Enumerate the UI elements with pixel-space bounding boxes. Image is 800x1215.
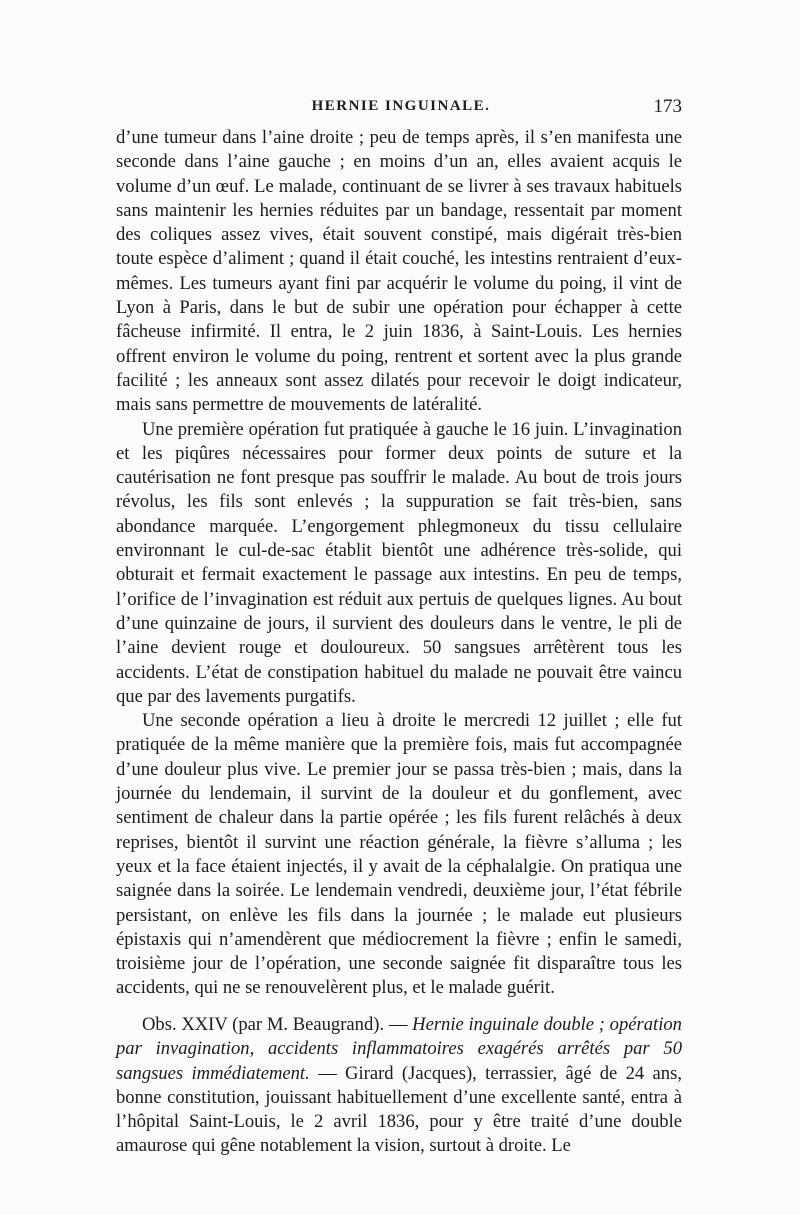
- page-number: 173: [653, 96, 682, 117]
- paragraph-second-operation: Une seconde opération a lieu à droite le mercredi 12 juillet ; elle fut pratiquée de la même manière que la première fois, mais fut accompagnée d’une douleur plus vive. Le premier jour se passa très-bien ; mais, dans la journée du lendemain, il survint de la douleur et du gonflement, avec sentiment de chaleur dans la partie opérée ; les fils furent relâchés à deux reprises, bientôt il survint une réaction générale, la fièvre s’alluma ; les yeux et la face étaient injectés, il y avait de la céphalalgie. On pratiqua une saignée dans la soirée. Le lendemain vendredi, deuxième jour, l’état fébrile persistant, on enlève les fils dans la journée ; le malade eut plusieurs épistaxis qui n’amendèrent que médiocrement la fièvre ; enfin le samedi, troisième jour de l’opération, une seconde saignée fit disparaître tous les accidents, qui ne se renouvelèrent plus, et le malade guérit.: [116, 710, 682, 999]
- page-header: [116, 96, 686, 120]
- observation-title: Hernie inguinale double ; opération par invagination, accidents inflammatoires exagérés arrêtés par 50 sangsues immédiatement.: [116, 1014, 682, 1084]
- observation-block: [116, 1013, 682, 1159]
- observation-label: Obs. XXIV (par M. Beaugrand). —: [142, 1014, 413, 1035]
- observation-paragraph: [116, 1013, 682, 1159]
- body-text: [116, 126, 682, 1001]
- running-head: HERNIE INGUINALE.: [311, 98, 491, 114]
- observation-text: — Girard (Jacques), terrassier, âgé de 24 ans, bonne constitution, jouissant habituellement d’une excellente santé, entra à l’hôpital Saint-Louis, le 2 avril 1836, pour y être traité d’une double amaurose qui gêne notablement la vision, surtout à droite. Le: [116, 1062, 682, 1157]
- paragraph-first-operation: Une première opération fut pratiquée à gauche le 16 juin. L’invagination et les piqûres nécessaires pour former deux points de suture et la cautérisation ne font presque pas souffrir le malade. Au bout de trois jours révolus, les fils sont enlevés ; la suppuration se fait très-bien, sans abondance marquée. L’engorgement phlegmoneux du tissu cellulaire environnant le cul-de-sac établit bientôt une adhérence très-solide, qui obturait et fermait exactement le passage aux intestins. En peu de temps, l’orifice de l’invagination est réduit aux pertuis de quelques lignes. Au bout d’une quinzaine de jours, il survient des douleurs dans le ventre, le pli de l’aine devient rouge et douloureux. 50 sangsues arrêtèrent tous les accidents. L’état de constipation habituel du malade ne pouvait être vaincu que par des lavements purgatifs.: [116, 418, 682, 707]
- paragraph-continuation: d’une tumeur dans l’aine droite ; peu de temps après, il s’en manifesta une seconde dans l’aine gauche ; en moins d’un an, elles avaient acquis le volume d’un œuf. Le malade, continuant de se livrer à ses travaux habituels sans maintenir les hernies réduites par un bandage, ressentait par moment des coliques assez vives, était souvent constipé, mais digérait très-bien toute espèce d’aliment ; quand il était couché, les intestins rentraient d’eux-mêmes. Les tumeurs ayant fini par acquérir le volume du poing, il vint de Lyon à Paris, dans le but de subir une opération pour échapper à cette fâcheuse infirmité. Il entra, le 2 juin 1836, à Saint-Louis. Les hernies offrent environ le volume du poing, rentrent et sortent avec la plus grande facilité ; les anneaux sont assez dilatés pour recevoir le doigt indicateur, mais sans permettre de mouvements de latéralité.: [116, 127, 682, 416]
